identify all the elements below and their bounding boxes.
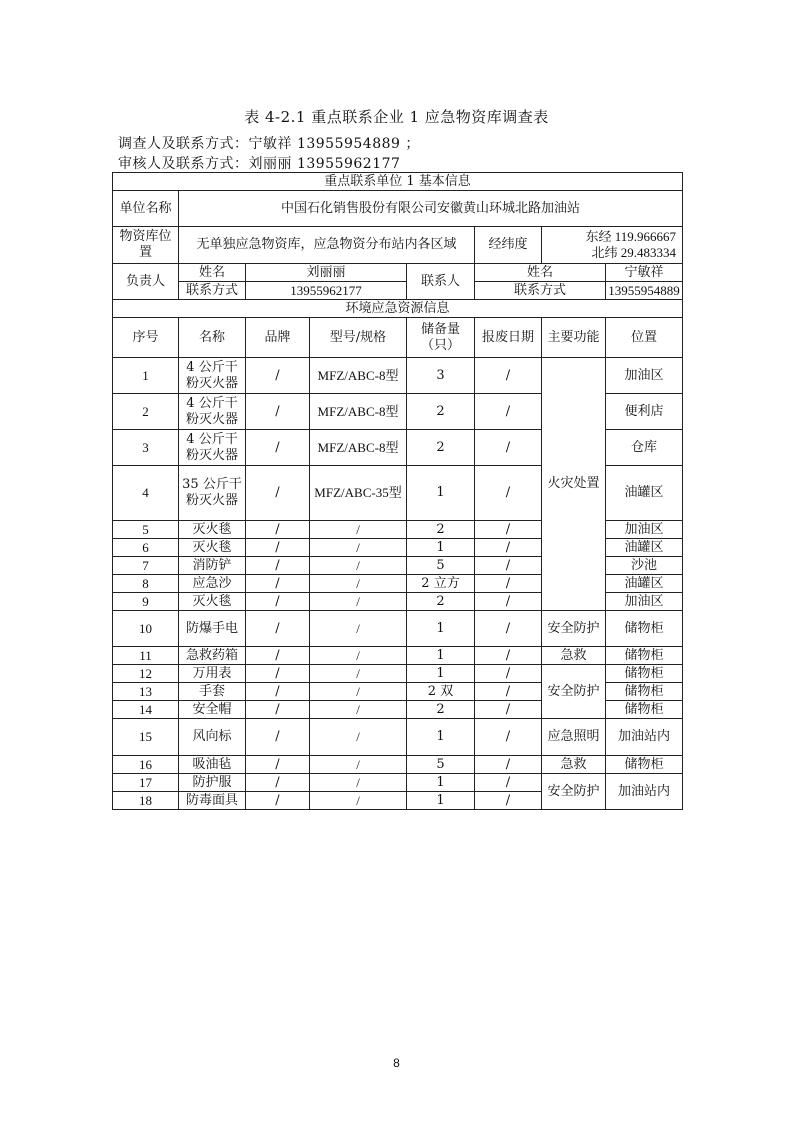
basic-info-header: 重点联系单位 1 基本信息 bbox=[113, 173, 683, 191]
scrap-date: / bbox=[475, 701, 542, 719]
table-row bbox=[113, 774, 683, 792]
model-spec: / bbox=[310, 774, 407, 792]
resources-header: 环境应急资源信息 bbox=[113, 300, 683, 318]
quantity: 5 bbox=[407, 756, 475, 774]
quantity: 2 bbox=[407, 394, 475, 430]
investigator-line: 调查人及联系方式：宁敏祥 13955954889 ； bbox=[118, 136, 420, 152]
quantity: 3 bbox=[407, 358, 475, 394]
table-row bbox=[113, 647, 683, 665]
brand: / bbox=[246, 683, 310, 701]
brand: / bbox=[246, 557, 310, 575]
main-function: 安全防护 bbox=[542, 611, 606, 647]
row-number: 1 bbox=[113, 358, 179, 394]
item-name: 防护服 bbox=[179, 774, 246, 792]
model-spec: MFZ/ABC-8型 bbox=[310, 394, 407, 430]
model-spec: MFZ/ABC-8型 bbox=[310, 358, 407, 394]
brand: / bbox=[246, 611, 310, 647]
emergency-supplies-table bbox=[112, 172, 683, 810]
quantity: 1 bbox=[407, 774, 475, 792]
manager-name: 刘丽丽 bbox=[246, 264, 407, 282]
quantity: 2 立方 bbox=[407, 575, 475, 593]
row-number: 9 bbox=[113, 593, 179, 611]
brand: / bbox=[246, 466, 310, 521]
main-function: 急救 bbox=[542, 756, 606, 774]
location: 储物柜 bbox=[606, 756, 683, 774]
quantity: 2 bbox=[407, 521, 475, 539]
model-spec: / bbox=[310, 575, 407, 593]
quantity: 2 bbox=[407, 701, 475, 719]
item-name: 消防铲 bbox=[179, 557, 246, 575]
location: 加油区 bbox=[606, 521, 683, 539]
row-number: 17 bbox=[113, 774, 179, 792]
location: 加油站内 bbox=[606, 774, 683, 810]
model-spec: / bbox=[310, 792, 407, 810]
contact-phone-label: 联系方式 bbox=[475, 282, 606, 300]
contact-name: 宁敏祥 bbox=[606, 264, 683, 282]
row-number: 12 bbox=[113, 665, 179, 683]
quantity: 1 bbox=[407, 466, 475, 521]
table-row bbox=[113, 719, 683, 756]
scrap-date: / bbox=[475, 611, 542, 647]
location: 加油区 bbox=[606, 358, 683, 394]
model-spec: MFZ/ABC-35型 bbox=[310, 466, 407, 521]
model-spec: / bbox=[310, 539, 407, 557]
location: 储物柜 bbox=[606, 701, 683, 719]
column-header: 主要功能 bbox=[542, 318, 606, 358]
brand: / bbox=[246, 394, 310, 430]
item-name: 应急沙 bbox=[179, 575, 246, 593]
unit-label: 单位名称 bbox=[113, 191, 179, 227]
coord-label: 经纬度 bbox=[475, 227, 542, 264]
row-number: 16 bbox=[113, 756, 179, 774]
column-header: 储备量（只） bbox=[407, 318, 475, 358]
location: 沙池 bbox=[606, 557, 683, 575]
quantity: 1 bbox=[407, 792, 475, 810]
row-number: 13 bbox=[113, 683, 179, 701]
item-name: 防爆手电 bbox=[179, 611, 246, 647]
item-name: 万用表 bbox=[179, 665, 246, 683]
location: 储物柜 bbox=[606, 665, 683, 683]
coord-value bbox=[542, 227, 683, 264]
main-function: 安全防护 bbox=[542, 665, 606, 719]
scrap-date: / bbox=[475, 430, 542, 466]
scrap-date: / bbox=[475, 394, 542, 430]
main-function: 火灾处置 bbox=[542, 358, 606, 611]
location: 油罐区 bbox=[606, 466, 683, 521]
column-header-row bbox=[113, 318, 683, 358]
table-row bbox=[113, 358, 683, 394]
brand: / bbox=[246, 756, 310, 774]
column-header: 位置 bbox=[606, 318, 683, 358]
row-number: 2 bbox=[113, 394, 179, 430]
location: 储物柜 bbox=[606, 647, 683, 665]
item-name: 4 公斤干粉灭火器 bbox=[179, 394, 246, 430]
location: 加油站内 bbox=[606, 719, 683, 756]
scrap-date: / bbox=[475, 792, 542, 810]
row-number: 5 bbox=[113, 521, 179, 539]
quantity: 1 bbox=[407, 719, 475, 756]
location: 储物柜 bbox=[606, 611, 683, 647]
item-name: 急救药箱 bbox=[179, 647, 246, 665]
model-spec: / bbox=[310, 593, 407, 611]
brand: / bbox=[246, 665, 310, 683]
row-number: 6 bbox=[113, 539, 179, 557]
quantity: 1 bbox=[407, 665, 475, 683]
scrap-date: / bbox=[475, 575, 542, 593]
model-spec: / bbox=[310, 719, 407, 756]
scrap-date: / bbox=[475, 665, 542, 683]
item-name: 安全帽 bbox=[179, 701, 246, 719]
scrap-date: / bbox=[475, 358, 542, 394]
column-header: 型号/规格 bbox=[310, 318, 407, 358]
main-function: 急救 bbox=[542, 647, 606, 665]
item-name: 灭火毯 bbox=[179, 593, 246, 611]
row-number: 15 bbox=[113, 719, 179, 756]
brand: / bbox=[246, 719, 310, 756]
brand: / bbox=[246, 539, 310, 557]
item-name: 灭火毯 bbox=[179, 539, 246, 557]
row-number: 14 bbox=[113, 701, 179, 719]
brand: / bbox=[246, 647, 310, 665]
location: 油罐区 bbox=[606, 575, 683, 593]
quantity: 1 bbox=[407, 539, 475, 557]
location: 加油区 bbox=[606, 593, 683, 611]
table-row bbox=[113, 611, 683, 647]
page-number: 8 bbox=[393, 1056, 400, 1070]
brand: / bbox=[246, 521, 310, 539]
brand: / bbox=[246, 593, 310, 611]
scrap-date: / bbox=[475, 557, 542, 575]
table-row bbox=[113, 756, 683, 774]
item-name: 4 公斤干粉灭火器 bbox=[179, 430, 246, 466]
brand: / bbox=[246, 430, 310, 466]
manager-name-label: 姓名 bbox=[179, 264, 246, 282]
scrap-date: / bbox=[475, 521, 542, 539]
scrap-date: / bbox=[475, 539, 542, 557]
longitude: 东经 119.966667 bbox=[585, 229, 677, 244]
contact-name-label: 姓名 bbox=[475, 264, 606, 282]
item-name: 4 公斤干粉灭火器 bbox=[179, 358, 246, 394]
location: 储物柜 bbox=[606, 683, 683, 701]
column-header: 序号 bbox=[113, 318, 179, 358]
quantity: 1 bbox=[407, 647, 475, 665]
location-value: 无单独应急物资库，应急物资分布站内各区域 bbox=[179, 227, 475, 264]
item-name: 35 公斤干粉灭火器 bbox=[179, 466, 246, 521]
item-name: 灭火毯 bbox=[179, 521, 246, 539]
unit-value: 中国石化销售股份有限公司安徽黄山环城北路加油站 bbox=[179, 191, 683, 227]
latitude: 北纬 29.483334 bbox=[591, 245, 677, 260]
manager-phone: 13955962177 bbox=[246, 282, 407, 300]
model-spec: / bbox=[310, 756, 407, 774]
scrap-date: / bbox=[475, 719, 542, 756]
brand: / bbox=[246, 575, 310, 593]
model-spec: / bbox=[310, 521, 407, 539]
quantity: 2 双 bbox=[407, 683, 475, 701]
row-number: 10 bbox=[113, 611, 179, 647]
manager-phone-label: 联系方式 bbox=[179, 282, 246, 300]
table-title: 表 4-2.1 重点联系企业 1 应急物资库调查表 bbox=[244, 108, 549, 126]
row-number: 4 bbox=[113, 466, 179, 521]
quantity: 5 bbox=[407, 557, 475, 575]
contact-label: 联系人 bbox=[407, 264, 475, 300]
scrap-date: / bbox=[475, 647, 542, 665]
table-row bbox=[113, 665, 683, 683]
main-function: 应急照明 bbox=[542, 719, 606, 756]
quantity: 2 bbox=[407, 593, 475, 611]
main-function: 安全防护 bbox=[542, 774, 606, 810]
contact-phone: 13955954889 bbox=[606, 282, 683, 300]
model-spec: / bbox=[310, 611, 407, 647]
row-number: 11 bbox=[113, 647, 179, 665]
model-spec: MFZ/ABC-8型 bbox=[310, 430, 407, 466]
location: 仓库 bbox=[606, 430, 683, 466]
location-label: 物资库位置 bbox=[113, 227, 179, 264]
brand: / bbox=[246, 792, 310, 810]
item-name: 吸油毡 bbox=[179, 756, 246, 774]
item-name: 风向标 bbox=[179, 719, 246, 756]
location: 便利店 bbox=[606, 394, 683, 430]
brand: / bbox=[246, 774, 310, 792]
row-number: 3 bbox=[113, 430, 179, 466]
model-spec: / bbox=[310, 701, 407, 719]
model-spec: / bbox=[310, 557, 407, 575]
scrap-date: / bbox=[475, 774, 542, 792]
manager-label: 负责人 bbox=[113, 264, 179, 300]
model-spec: / bbox=[310, 647, 407, 665]
row-number: 18 bbox=[113, 792, 179, 810]
scrap-date: / bbox=[475, 593, 542, 611]
brand: / bbox=[246, 701, 310, 719]
reviewer-line: 审核人及联系方式：刘丽丽 13955962177 bbox=[118, 156, 401, 172]
row-number: 8 bbox=[113, 575, 179, 593]
brand: / bbox=[246, 358, 310, 394]
scrap-date: / bbox=[475, 756, 542, 774]
quantity: 2 bbox=[407, 430, 475, 466]
quantity: 1 bbox=[407, 611, 475, 647]
model-spec: / bbox=[310, 683, 407, 701]
column-header: 报废日期 bbox=[475, 318, 542, 358]
scrap-date: / bbox=[475, 683, 542, 701]
column-header: 名称 bbox=[179, 318, 246, 358]
row-number: 7 bbox=[113, 557, 179, 575]
location: 油罐区 bbox=[606, 539, 683, 557]
item-name: 手套 bbox=[179, 683, 246, 701]
model-spec: / bbox=[310, 665, 407, 683]
column-header: 品牌 bbox=[246, 318, 310, 358]
item-name: 防毒面具 bbox=[179, 792, 246, 810]
scrap-date: / bbox=[475, 466, 542, 521]
